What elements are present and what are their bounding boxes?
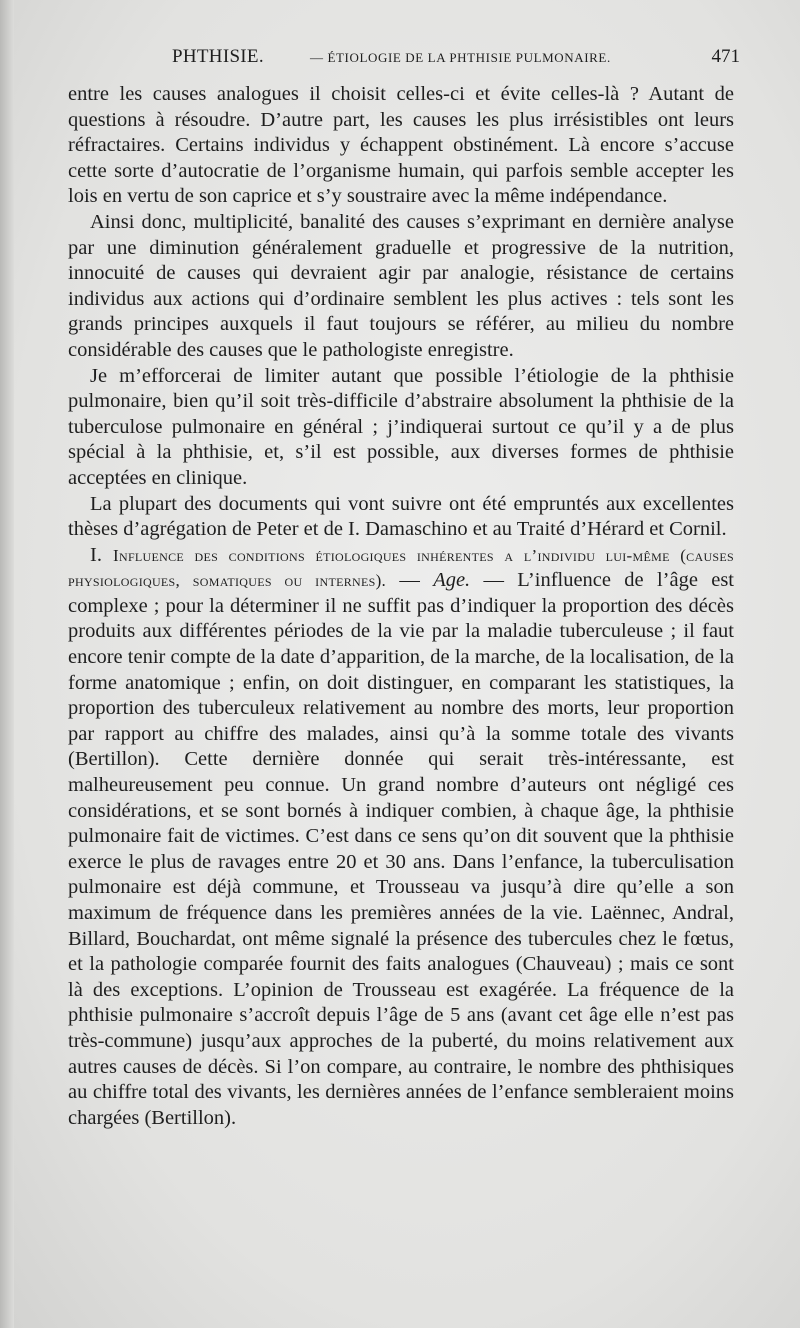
paragraph-4: La plupart des documents qui vont suivre ont été empruntés aux excellentes thèses d’agrégation de Peter et de I. Damaschino et au Traité d’Hérard et Cornil. [68,492,734,541]
running-title: PHTHISIE. [172,46,264,67]
section-dash: — [386,569,434,592]
section-paragraph [68,543,734,1132]
page-edge-shadow [0,0,14,1328]
section-number: I. [90,543,102,566]
paragraph-2: Ainsi donc, multiplicité, banalité des causes s’exprimant en dernière analyse par une diminution généralement graduelle et progressive de la nutrition, innocuité de causes qui devraient agir par analogie, résistance de certains individus aux actions qui d’ordinaire semblent les plus actives : tels sont les grands principes auxquels il faut toujours se référer, au milieu du nombre considérable des causes que le pathologiste enregistre. [68,210,734,361]
paragraph-1: entre les causes analogues il choisit celles-ci et évite celles-là ? Autant de questions à résoudre. D’autre part, les causes les plus irrésistibles ont leurs réfractaires. Certains individus y échappent obstinément. Là encore s’accuse cette sorte d’autocratie de l’organisme humain, qui parfois semble accepter les lois en vertu de son caprice et s’y soustraire avec la même indépendance. [68,83,734,208]
section-text: — L’influence de l’âge est complexe ; pour la déterminer il ne suffit pas d’indiquer la proportion des décès produits aux différentes périodes de la vie par la maladie tuberculeuse ; il faut encore tenir compte de la date d’apparition, de la marche, de la localisation, de la forme anatomique ; enfin, on doit distinguer, en comparant les statistiques, la proportion des tuberculeux relativement au nombre des morts, leur proportion par rapport au chiffre des malades, ainsi qu’à la somme totale des vivants (Bertillon). Cette dernière donnée qui serait très-intéressante, est malheureusement peu connue. Un grand nombre d’auteurs ont négligé ces considérations, et se sont bornés à indiquer combien, à chaque âge, la phthisie pulmonaire fait de victimes. C’est dans ce sens qu’on dit souvent que la phthisie exerce le plus de ravages entre 20 et 30 ans. Dans l’enfance, la tuberculisation pulmonaire est déjà commune, et Trousseau va jusqu’à dire qu’elle a son maximum de fréquence dans les premières années de la vie. Laënnec, Andral, Billard, Bouchardat, ont même signalé la présence des tubercules chez le fœtus, et la pathologie comparée fournit des faits analogues (Chauveau) ; mais ce sont là des exceptions. L’opinion de Trousseau est exagérée. La fréquence de la phthisie pulmonaire s’accroît depuis l’âge de 5 ans (avant cet âge elle n’est pas très-commune) jusqu’aux approches de la puberté, du moins relativement aux autres causes de décès. Si l’on compare, au contraire, le nombre des phthisiques au chiffre total des vivants, les dernières années de l’enfance sembleraient moins chargées (Bertillon). [68,569,734,1129]
section-subheading: Age. [433,569,471,592]
paragraph-3: Je m’efforcerai de limiter autant que possible l’étiologie de la phthisie pulmonaire, bien qu’il soit très-difficile d’abstraire absolument la phthisie de la tuberculose pulmonaire en général ; j’indiquerai surtout ce qu’il y a de plus spécial à la phthisie, et, s’il est possible, aux diverses formes de phthisie acceptées en clinique. [68,364,734,489]
body-text [68,82,734,1131]
section-heading: Influence des conditions étiologiques inhérentes a l’individu lui-même (causes physiologiques, somatiques ou internes). [68,545,734,591]
page-number: 471 [711,46,740,67]
running-header [172,46,740,76]
running-subtitle: — ÉTIOLOGIE DE LA PHTHISIE PULMONAIRE. [310,50,611,65]
